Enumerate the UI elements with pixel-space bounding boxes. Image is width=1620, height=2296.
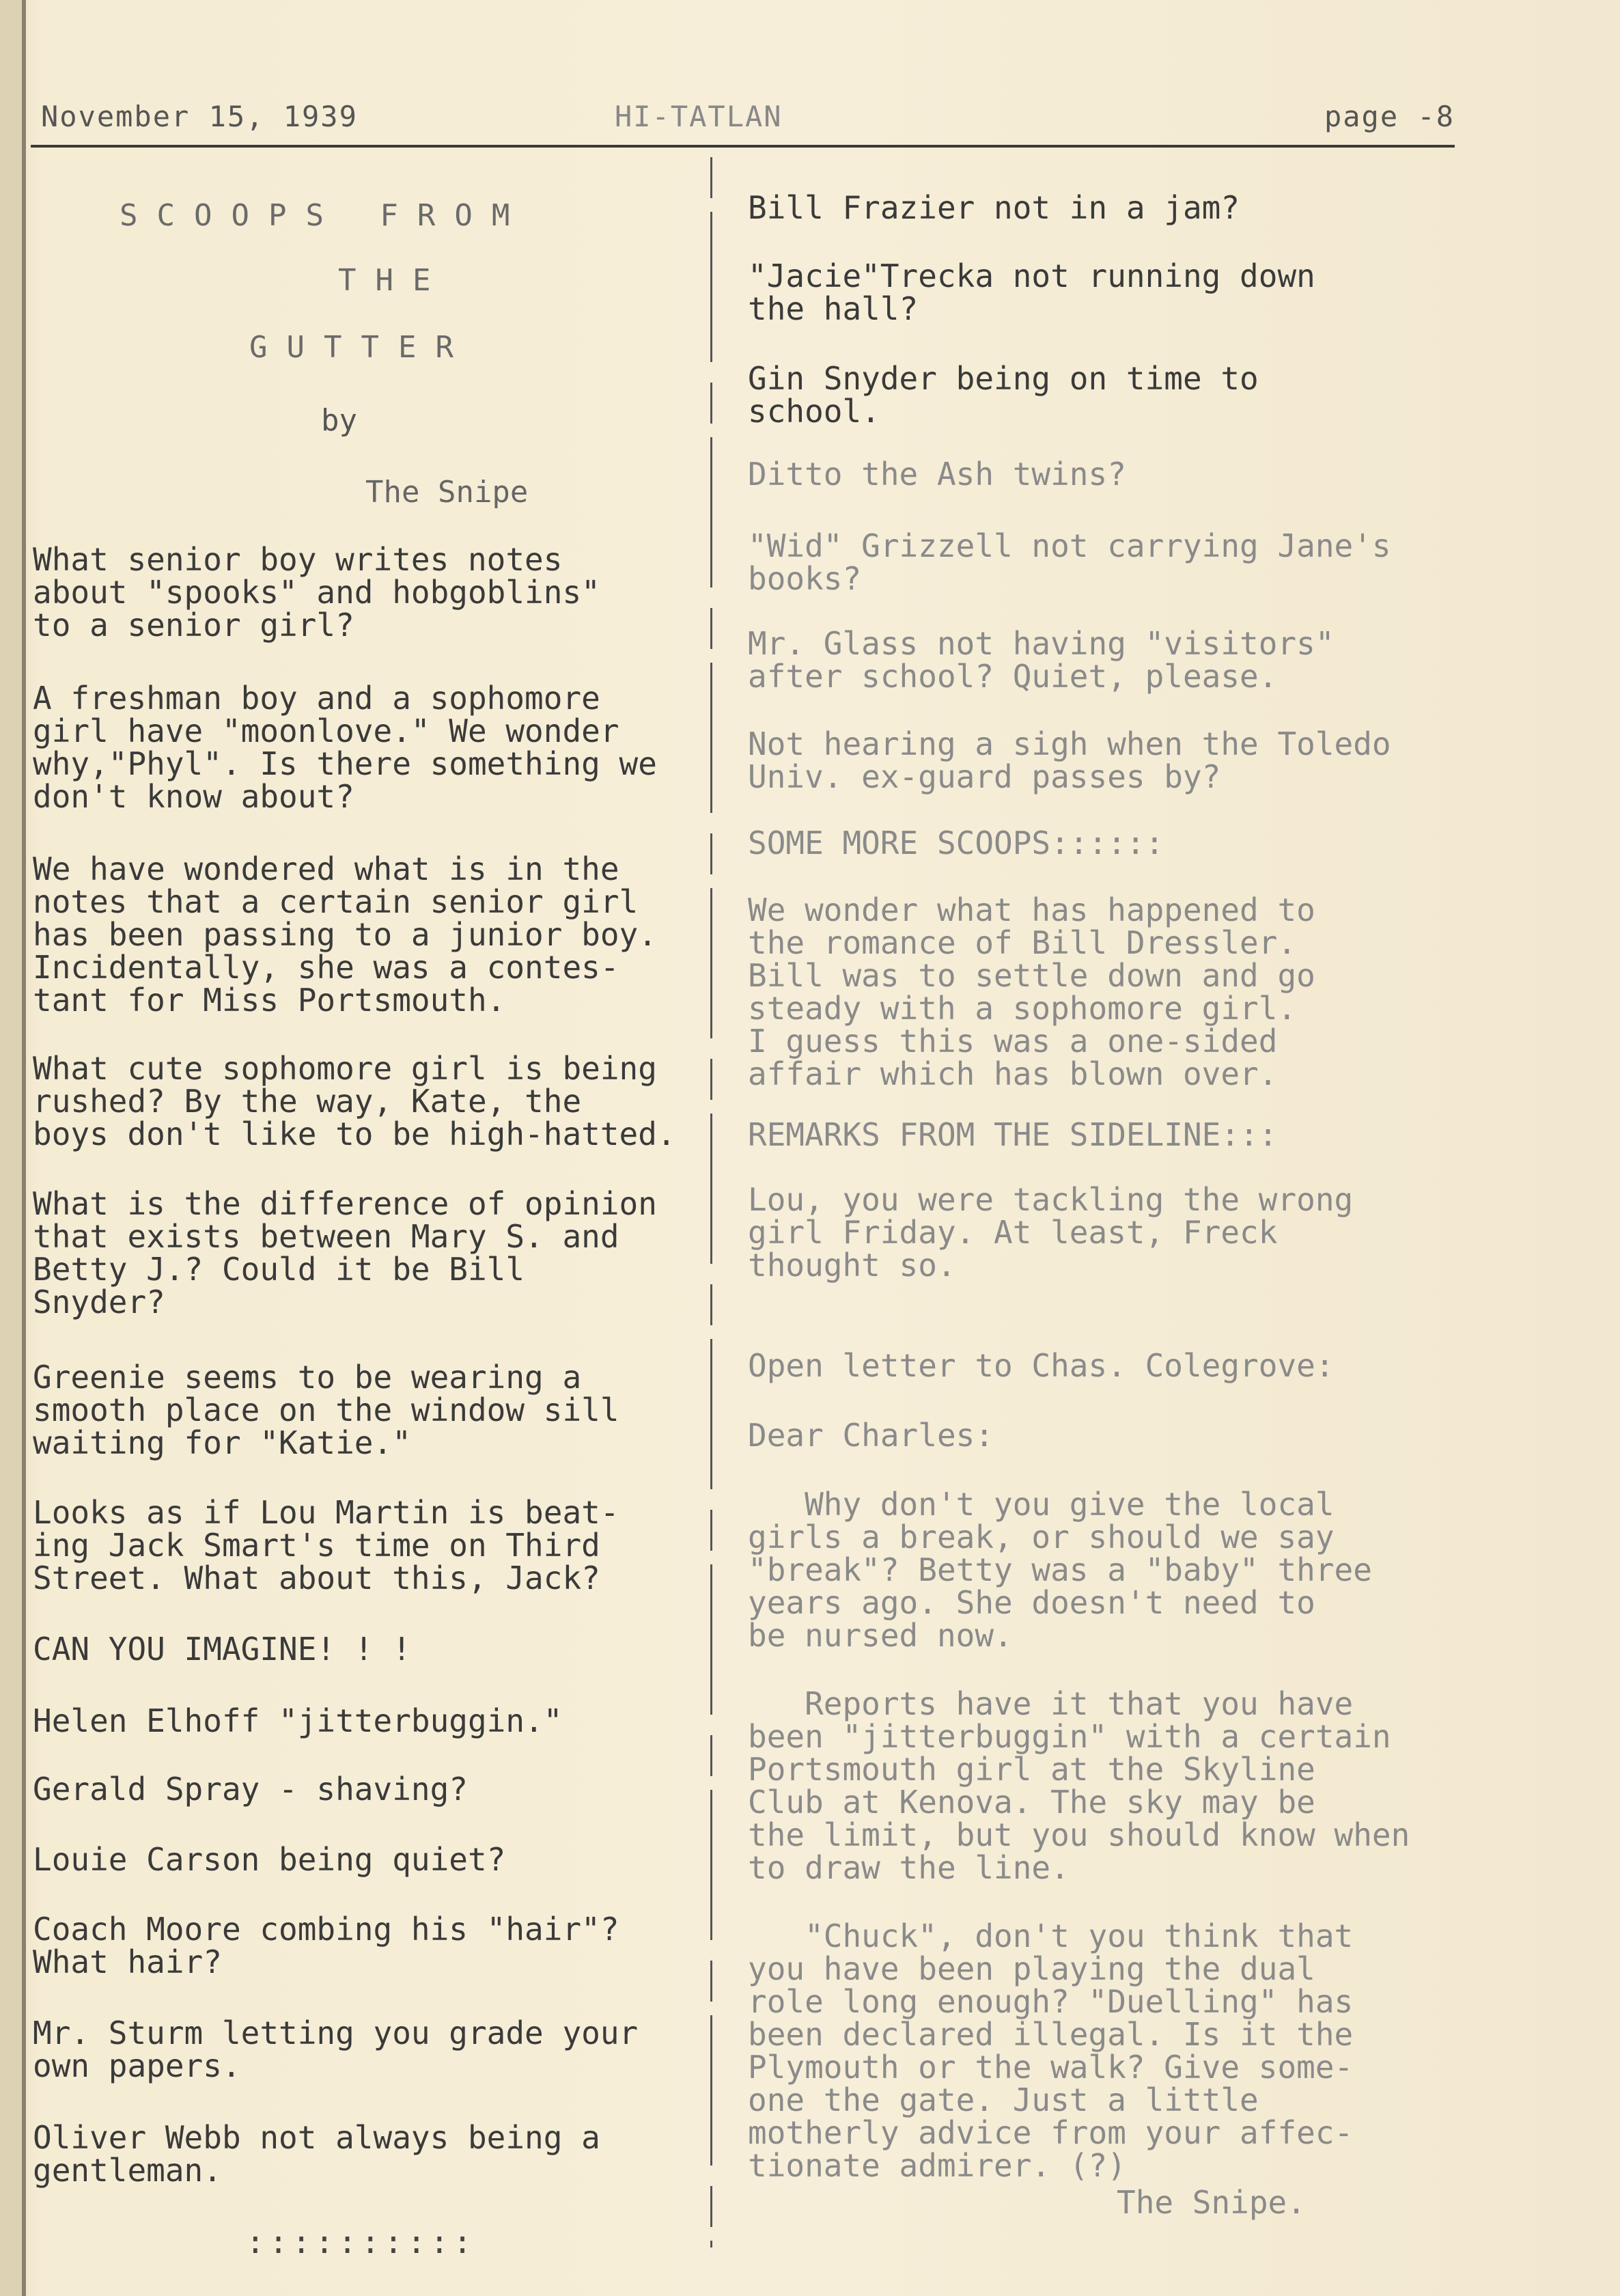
salutation: Dear Charles: (748, 1417, 994, 1454)
left-paragraph-1: What senior boy writes notes about "spooks" and hobgoblins" to a senior girl? (33, 541, 600, 644)
right-paragraph-5: "Wid" Grizzell not carrying Jane's books? (748, 527, 1391, 597)
right-paragraph-6: Mr. Glass not having "visitors" after school? Quiet, please. (748, 625, 1335, 695)
binding-edge (0, 0, 22, 2296)
left-paragraph-3: We have wondered what is in the notes that a certain senior girl has been passing to a junior boy. Incidentally, she was a contes- tant for Miss Portsmouth. (33, 850, 657, 1019)
left-paragraph-6: Greenie seems to be wearing a smooth place on the window sill waiting for "Katie." (33, 1359, 619, 1461)
title-line-2: THE (338, 263, 450, 298)
by-label: by (321, 403, 357, 438)
header-rule (31, 145, 1455, 148)
letter-paragraph-3: "Chuck", don't you think that you have been playing the dual role long enough? "Duelling" has been declared illegal. Is it the Plymouth or the walk? Give some- one the gate. Just a little motherly advice from your affec- tionate admirer. (?) (748, 1918, 1354, 2184)
left-paragraph-4: What cute sophomore girl is being rushed? By the way, Kate, the boys don't like to be high-hatted. (33, 1050, 676, 1152)
right-heading-some-more-scoops: SOME MORE SCOOPS:::::: (748, 825, 1164, 861)
right-paragraph-4: Ditto the Ash twins? (748, 456, 1126, 493)
left-paragraph-7: Looks as if Lou Martin is beat- ing Jack Smart's time on Third Street. What about this, Jack? (33, 1494, 619, 1596)
right-paragraph-3: Gin Snyder being on time to school. (748, 360, 1259, 430)
right-heading-remarks: REMARKS FROM THE SIDELINE::: (748, 1116, 1278, 1153)
left-paragraph-5: What is the difference of opinion that exists between Mary S. and Betty J.? Could it be Bill Snyder? (33, 1185, 657, 1320)
left-paragraph-11: Coach Moore combing his "hair"? What hair? (33, 1911, 619, 1980)
left-heading-can-you-imagine: CAN YOU IMAGINE! ! ! (33, 1631, 411, 1668)
left-paragraph-12: Mr. Sturm letting you grade your own papers. (33, 2015, 639, 2084)
letter-paragraph-1: Why don't you give the local girls a break, or should we say "break"? Betty was a "baby" three years ago. She doesn't need to be nursed now. (748, 1486, 1372, 1654)
title-line-1: SCOOPS FROM (120, 198, 529, 233)
paper-name: HI-TATLAN (615, 100, 783, 133)
right-paragraph-7: Not hearing a sigh when the Toledo Univ. ex-guard passes by? (748, 725, 1391, 795)
left-paragraph-8: Helen Elhoff "jitterbuggin." (33, 1702, 563, 1739)
letter-paragraph-2: Reports have it that you have been "jitterbuggin" with a certain Portsmouth girl at the Skyline Club at Kenova. The sky may be the limit, but you should know when to draw the line. (748, 1685, 1410, 1886)
right-paragraph-2: "Jacie"Trecka not running down the hall? (748, 258, 1315, 327)
page-number: page -8 (1324, 100, 1455, 133)
column-divider (710, 157, 712, 2247)
right-paragraph-1: Bill Frazier not in a jam? (748, 189, 1240, 226)
byline-author: The Snipe (365, 475, 529, 510)
title-line-3: GUTTER (249, 330, 473, 365)
page-header (41, 94, 1455, 142)
right-paragraph-8: We wonder what has happened to the romance of Bill Dressler. Bill was to settle down and go steady with a sophomore girl. I guess this was a one-sided affair which has blown over. (748, 891, 1315, 1092)
open-letter-heading: Open letter to Chas. Colegrove: (748, 1347, 1335, 1384)
issue-date: November 15, 1939 (41, 100, 358, 133)
closing-dots: :::::::::: (246, 2224, 476, 2260)
binding-line (22, 0, 26, 2296)
letter-signature: The Snipe. (1117, 2184, 1306, 2221)
left-paragraph-13: Oliver Webb not always being a gentleman. (33, 2119, 600, 2189)
left-paragraph-9: Gerald Spray - shaving? (33, 1771, 468, 1808)
left-paragraph-2: A freshman boy and a sophomore girl have "moonlove." We wonder why,"Phyl". Is there something we don't know about? (33, 680, 657, 815)
left-paragraph-10: Louie Carson being quiet? (33, 1841, 506, 1878)
right-paragraph-9: Lou, you were tackling the wrong girl Friday. At least, Freck thought so. (748, 1181, 1354, 1284)
